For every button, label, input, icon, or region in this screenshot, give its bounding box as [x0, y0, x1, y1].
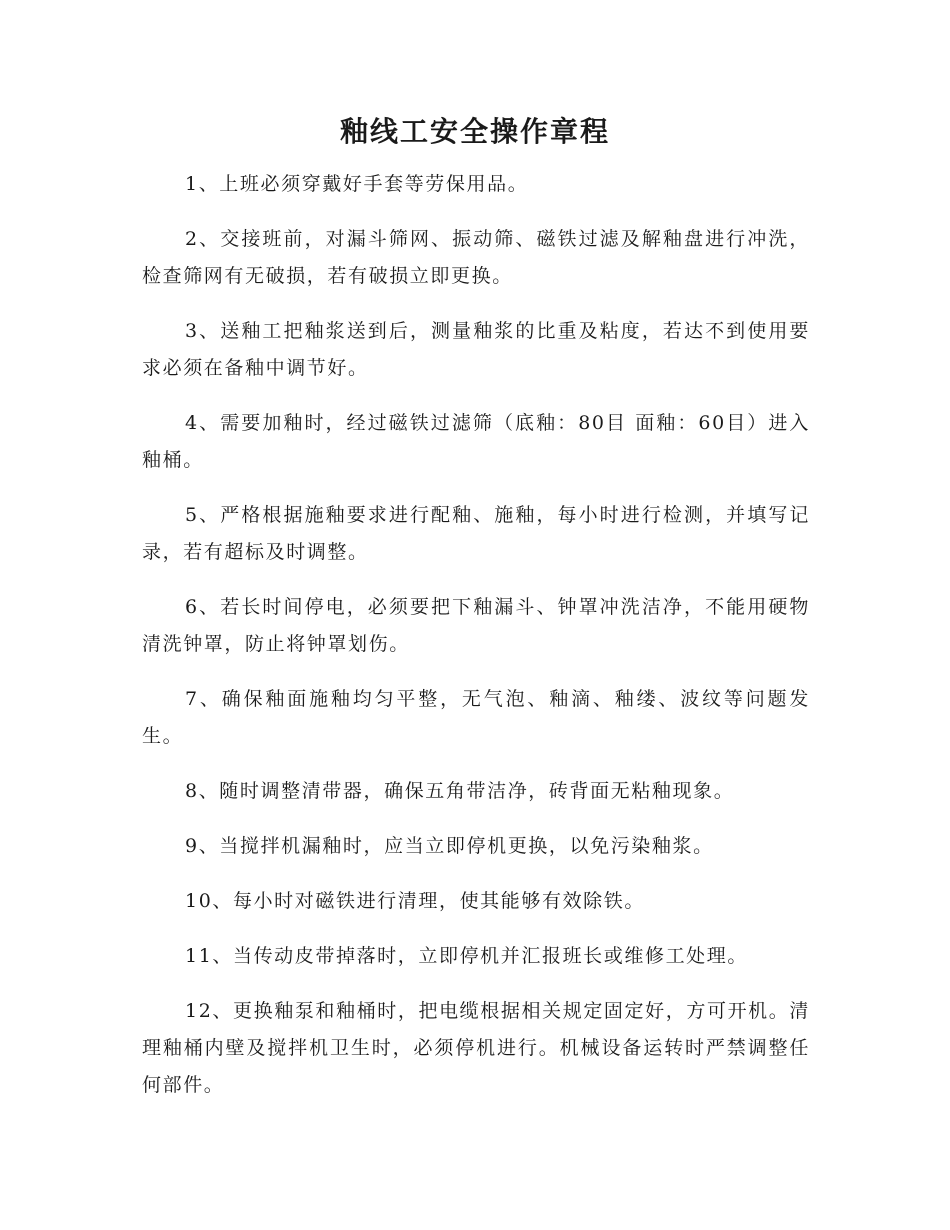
document-title: 釉线工安全操作章程 — [339, 115, 610, 148]
rule-item-6: 6、若长时间停电，必须要把下釉漏斗、钟罩冲洗洁净，不能用硬物清洗钟罩，防止将钟罩划伤。 — [142, 596, 810, 655]
rule-item-7: 7、确保釉面施釉均匀平整，无气泡、釉滴、釉缕、波纹等问题发生。 — [142, 688, 810, 747]
rule-item-9: 9、当搅拌机漏釉时，应当立即停机更换，以免污染釉浆。 — [185, 835, 714, 857]
rule-item-2: 2、交接班前，对漏斗筛网、振动筛、磁铁过滤及解釉盘进行冲洗，检查筛网有无破损，若有破损立即更换。 — [142, 228, 810, 287]
rule-item-4: 4、需要加釉时，经过磁铁过滤筛（底釉：80目 面釉：60目）进入釉桶。 — [142, 412, 810, 471]
document-body — [142, 166, 810, 1122]
rule-item-5: 5、严格根据施釉要求进行配釉、施釉，每小时进行检测，并填写记录，若有超标及时调整。 — [142, 504, 810, 563]
rule-item-1: 1、上班必须穿戴好手套等劳保用品。 — [185, 173, 529, 195]
rule-item-10: 10、每小时对磁铁进行清理，使其能够有效除铁。 — [185, 890, 645, 912]
rule-item-3: 3、送釉工把釉浆送到后，测量釉浆的比重及粘度，若达不到使用要求必须在备釉中调节好。 — [142, 320, 810, 379]
rule-item-11: 11、当传动皮带掉落时，立即停机并汇报班长或维修工处理。 — [185, 945, 748, 967]
rule-item-8: 8、随时调整清带器，确保五角带洁净，砖背面无粘釉现象。 — [185, 780, 735, 802]
rule-item-12: 12、更换釉泵和釉桶时，把电缆根据相关规定固定好，方可开机。清理釉桶内壁及搅拌机卫生时，必须停机进行。机械设备运转时严禁调整任何部件。 — [142, 1000, 810, 1096]
